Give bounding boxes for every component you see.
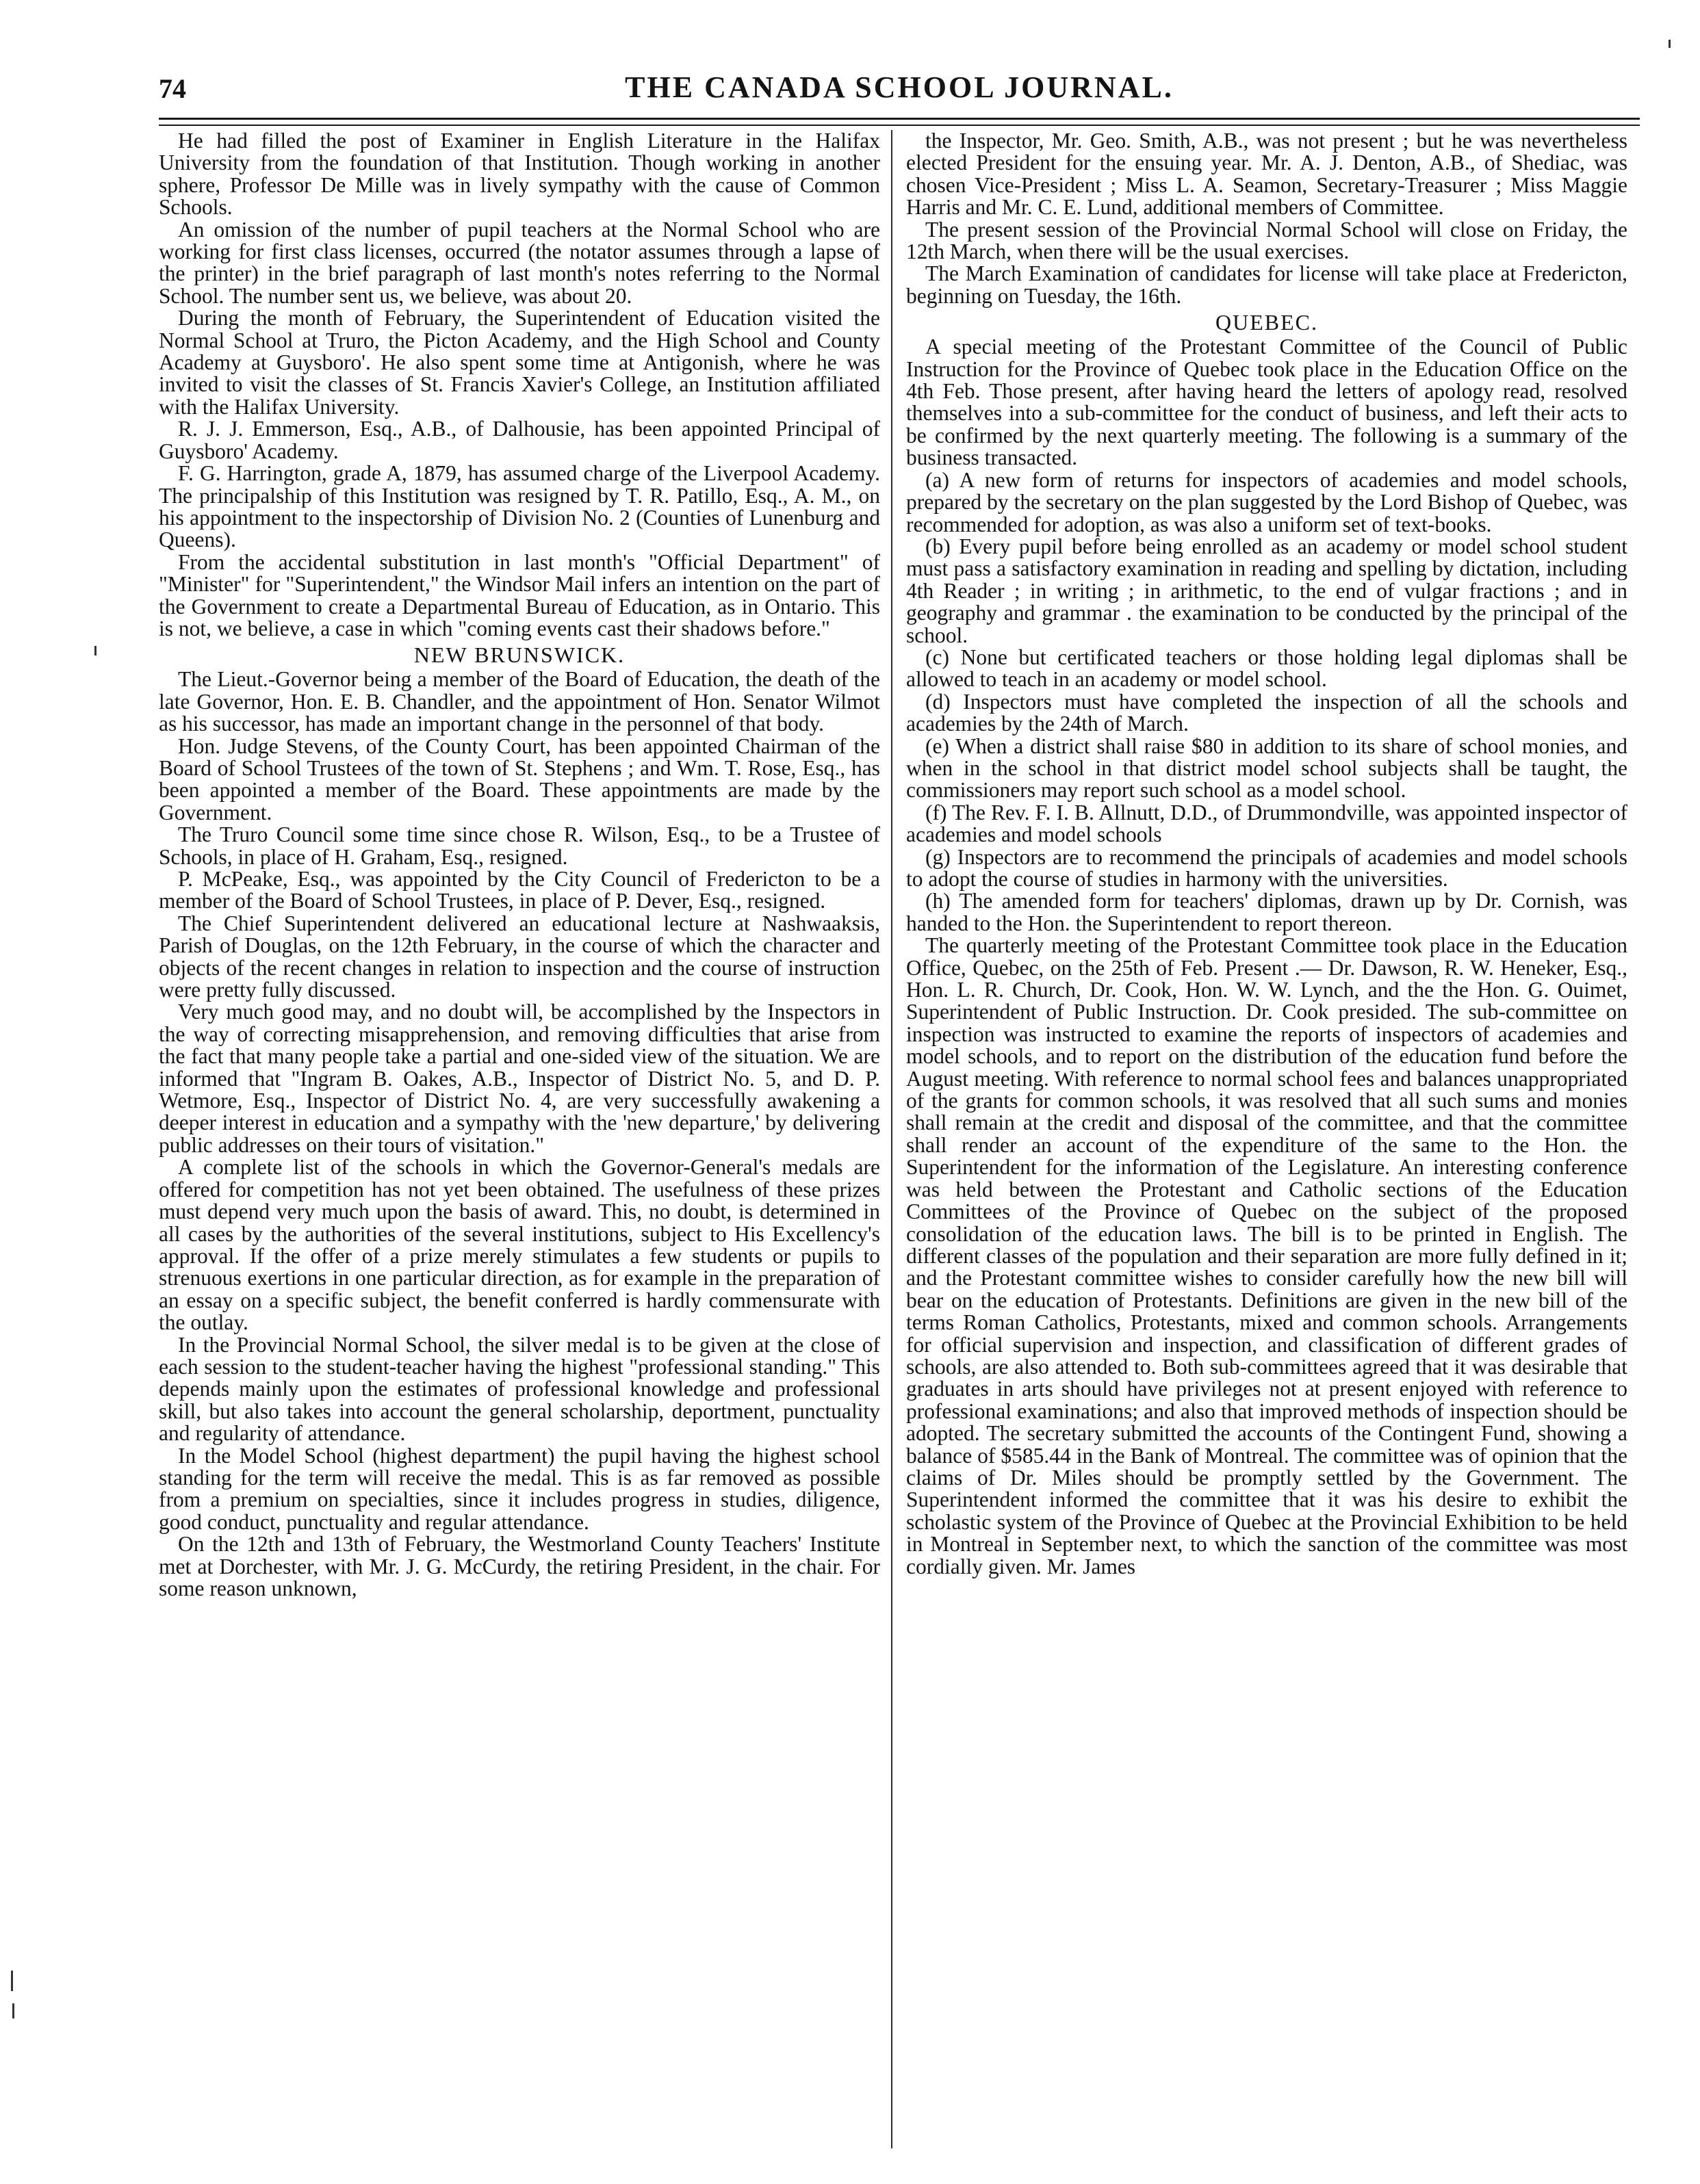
paragraph-item-d: (d) Inspectors must have completed the inspection of all the schools and academies by the 24th of March.: [906, 689, 1627, 736]
journal-title: THE CANADA SCHOOL JOURNAL.: [625, 70, 1174, 104]
paragraph-item-h: (h) The amended form for teachers' diplomas, drawn up by Dr. Cornish, was handed to the Hon. the Superintendent to report thereon.: [906, 889, 1627, 935]
paragraph-model-school-medal: In the Model School (highest department) the pupil having the highest school standing for the term will receive the medal. This is as far removed as possible from a premium on specialties, since it includes progress in studies, diligence, good conduct, punctuality and regular attendance.: [159, 1443, 880, 1534]
page-number: 74: [159, 73, 186, 104]
paragraph-item-c: (c) None but certificated teachers or those holding legal diplomas shall be allowed to teach in an academy or model school.: [906, 645, 1627, 692]
paragraph-de-mille: He had filled the post of Examiner in English Literature in the Halifax University from the foundation of that Institution. Though working in another sphere, Professor De Mille was in lively sympathy with the cause of Common Schools.: [159, 130, 880, 220]
paragraph-item-a: (a) A new form of returns for inspectors of academies and model schools, prepared by the secretary on the plan suggested by the Lord Bishop of Quebec, was recommended for adoption, as was also a uniform set of text-books.: [906, 467, 1627, 536]
scan-mark: [11, 1971, 13, 1991]
header-rule-thin: [159, 125, 1640, 126]
paragraph-mcpeake: P. McPeake, Esq., was appointed by the City Council of Fredericton to be a member of the Board of School Trustees, in place of P. Dever, Esq., resigned.: [159, 867, 880, 913]
paragraph-official-department: From the accidental substitution in last month's "Official Department" of "Minister" for "Superintendent," the Windsor Mail infers an intention on the part of the Government to create a Departmental Bureau of Education, as in Ontario. This is not, we believe, a case in which "coming events cast their shadows before.": [159, 549, 880, 640]
section-heading-new-brunswick: NEW BRUNSWICK.: [413, 642, 626, 668]
paragraph-chief-superintendent: The Chief Superintendent delivered an educational lecture at Nashwaaksis, Parish of Douglas, on the 12th February, in the course of which the character and objects of the recent changes in relation to inspection and the course of instruction were pretty fully discussed.: [159, 911, 880, 1002]
paragraph-judge-stevens: Hon. Judge Stevens, of the County Court, has been appointed Chairman of the Board of School Trustees of the town of St. Stephens ; and Wm. T. Rose, Esq., has been appointed a member of the Board. These appointments are made by the Government.: [159, 733, 880, 824]
paragraph-emmerson: R. J. J. Emmerson, Esq., A.B., of Dalhousie, has been appointed Principal of Guysboro' Academy.: [159, 417, 880, 463]
paragraph-harrington: F. G. Harrington, grade A, 1879, has assumed charge of the Liverpool Academy. The principalship of this Institution was resigned by T. R. Patillo, Esq., A. M., on his appointment to the inspectorship of Division No. 2 (Counties of Lunenburg and Queens).: [159, 461, 880, 552]
paragraph-item-b: (b) Every pupil before being enrolled as an academy or model school student must pass a satisfactory examination in reading and spelling by dictation, including 4th Reader ; in writing ; in arithmetic, to the end of vulgar fractions ; and in geography and grammar . the examination to be conducted by the principal of the school.: [906, 534, 1627, 647]
paragraph-governor-general-medals: A complete list of the schools in which the Governor-General's medals are offered for competition has not yet been obtained. The usefulness of these prizes must depend very much upon the basis of award. This, no doubt, is determined in all cases by the authorities of the several institutions, subject to His Excellency's approval. If the offer of a prize merely stimulates a few students or pupils to strenuous exertions in one particular direction, as for example in the preparation of an essay on a specific subject, the benefit conferred is hardly commensurate with the outlay.: [159, 1155, 880, 1335]
paragraph-superintendent-visit: During the month of February, the Superintendent of Education visited the Normal School at Truro, the Picton Academy, and the High School and County Academy at Guysboro'. He also spent some time at Antigonish, where he was invited to visit the classes of St. Francis Xavier's College, an Institution affiliated with the Halifax University.: [159, 306, 880, 419]
page-header: [159, 60, 1640, 115]
section-heading-quebec: QUEBEC.: [1215, 310, 1318, 335]
paragraph-item-g: (g) Inspectors are to recommend the principals of academies and model schools to adopt the course of studies in harmony with the universities.: [906, 844, 1627, 891]
header-rule-thick: [159, 118, 1640, 120]
paragraph-normal-school-medal: In the Provincial Normal School, the silver medal is to be given at the close of each session to the student-teacher having the highest "professional standing." This depends mainly upon the estimates of professional knowledge and professional skill, but also takes into account the general scholarship, deportment, punctuality and regularity of attendance.: [159, 1332, 880, 1446]
paragraph-item-e: (e) When a district shall raise $80 in addition to its share of school monies, and when in the school in that district model school subjects shall be taught, the commissioners may report such school as a model school.: [906, 733, 1627, 803]
paragraph-westmorland-institute: On the 12th and 13th of February, the Westmorland County Teachers' Institute met at Dorchester, with Mr. J. G. McCurdy, the retiring President, in the chair. For some reason unknown,: [159, 1532, 880, 1600]
paragraph-quarterly-meeting: The quarterly meeting of the Protestant Committee took place in the Education Office, Quebec, on the 25th of Feb. Present .— Dr. Dawson, R. W. Heneker, Esq., Hon. L. R. Church, Dr. Cook, Hon. W. W. Lynch, and the the Hon. G. Ouimet, Superintendent of Public Instruction. Dr. Cook presided. The sub-committee on inspection was instructed to examine the reports of inspectors of academies and model schools, and to report on the distribution of the education fund before the August meeting. With reference to normal school fees and balances unappropriated of the grants for common schools, it was resolved that all such sums and monies shall remain at the credit and disposal of the committee, and that the committee shall render an account of the expenditure of the same to the Hon. the Superintendent for the information of the Legislature. An interesting conference was held between the Protestant and Catholic sections of the Education Committees of the Province of Quebec on the subject of the proposed consolidation of the education laws. The bill is to be printed in English. The different classes of the population and their separation are more fully defined in it; and the Protestant committee wishes to consider carefully how the new bill will bear on the education of Protestants. Definitions are given in the new bill of the terms Roman Catholics, Protestants, mixed and common schools. Arrangements for official supervision and inspection, and classification of different grades of schools, are also attended to. Both sub-committees agreed that it was desirable that graduates in arts should have privileges not at present enjoyed with reference to professional examinations; and also that improved methods of inspection should be adopted. The secretary submitted the accounts of the Contingent Fund, showing a balance of $585.44 in the Bank of Montreal. The committee was of opinion that the claims of Dr. Miles should be promptly settled by the Government. The Superintendent informed the committee that it was his desire to exhibit the scholastic system of the Province of Quebec at the Provincial Exhibition to be held in Montreal in September next, to which the sanction of the committee was most cordially given. Mr. James: [906, 933, 1627, 1578]
paragraph-lieut-governor: The Lieut.-Governor being a member of the Board of Education, the death of the late Governor, Hon. E. B. Chandler, and the appointment of Hon. Senator Wilmot as his successor, has made an important change in the personnel of that body.: [159, 667, 880, 736]
scan-mark: [94, 646, 96, 655]
paragraph-normal-session: The present session of the Provincial Normal School will close on Friday, the 12th March, when there will be the usual exercises.: [906, 217, 1627, 264]
left-column: [159, 130, 880, 2148]
right-column: [906, 130, 1627, 2148]
scan-mark: [12, 2003, 14, 2018]
paragraph-march-examination: The March Examination of candidates for license will take place at Fredericton, beginning on Tuesday, the 16th.: [906, 261, 1627, 308]
column-divider: [891, 130, 892, 2148]
paragraph-inspector-smith: the Inspector, Mr. Geo. Smith, A.B., was not present ; but he was nevertheless elected President for the ensuing year. Mr. A. J. Denton, A.B., of Shediac, was chosen Vice-President ; Miss L. A. Seamon, Secretary-Treasurer ; Miss Maggie Harris and Mr. C. E. Lund, additional members of Committee.: [906, 130, 1627, 220]
paragraph-truro-council: The Truro Council some time since chose R. Wilson, Esq., to be a Trustee of Schools, in place of H. Graham, Esq., resigned.: [159, 822, 880, 869]
paragraph-item-f: (f) The Rev. F. I. B. Allnutt, D.D., of Drummondville, was appointed inspector of academies and model schools: [906, 800, 1627, 847]
paragraph-pupil-teachers: An omission of the number of pupil teachers at the Normal School who are working for first class licenses, occurred (the notator assumes through a lapse of the printer) in the brief paragraph of last month's notes referring to the Normal School. The number sent us, we believe, was about 20.: [159, 217, 880, 308]
paragraph-inspectors: Very much good may, and no doubt will, be accomplished by the Inspectors in the way of correcting misapprehension, and removing difficulties that arise from the fact that many people take a partial and one-sided view of the situation. We are informed that "Ingram B. Oakes, A.B., Inspector of District No. 5, and D. P. Wetmore, Esq., Inspector of District No. 4, are very successfully awakening a deeper interest in education and a sympathy with the 'new departure,' by delivering public addresses on their tours of visitation.": [159, 1000, 880, 1157]
paragraph-special-meeting: A special meeting of the Protestant Committee of the Council of Public Instruction for the Province of Quebec took place in the Education Office on the 4th Feb. Those present, after having heard the letters of apology read, resolved themselves into a sub-committee for the conduct of business, and left their acts to be confirmed by the next quarterly meeting. The following is a summary of the business transacted.: [906, 335, 1627, 470]
scan-mark: [1669, 40, 1671, 48]
